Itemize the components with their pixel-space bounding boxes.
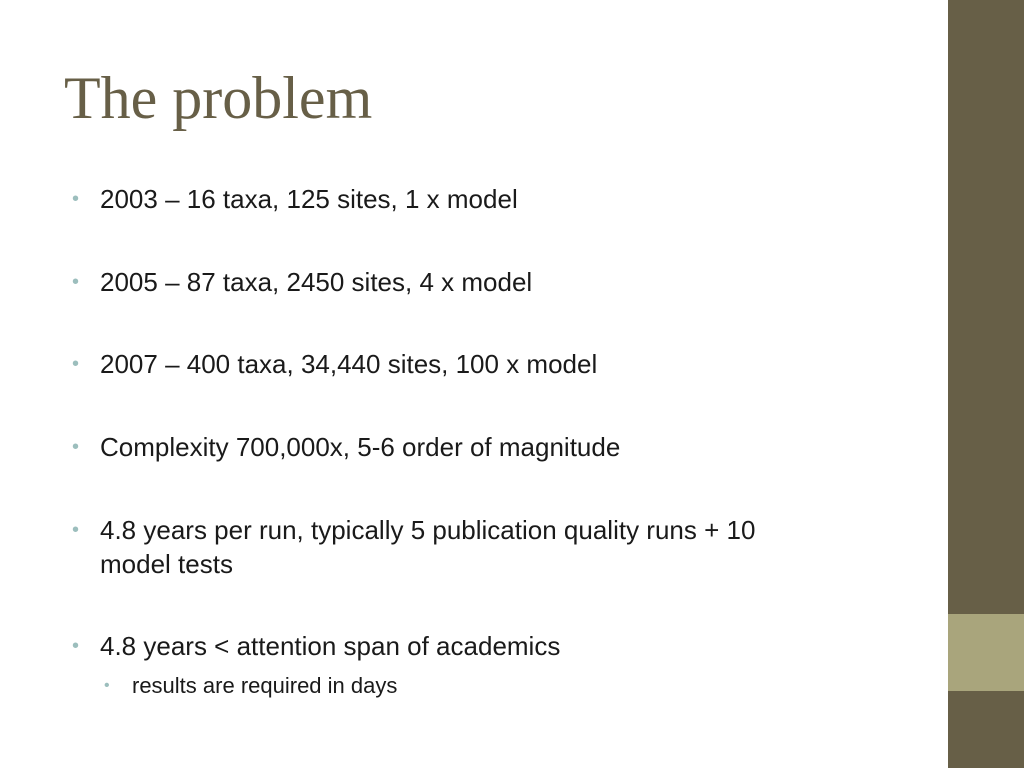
bullet-item xyxy=(72,182,832,216)
bullet-text: 2005 – 87 taxa, 2450 sites, 4 x model xyxy=(100,267,533,297)
bullet-item xyxy=(72,347,832,381)
bullet-text: 4.8 years < attention span of academics xyxy=(100,631,561,661)
sidebar-accent-decoration xyxy=(948,614,1024,691)
bullet-dot-icon: • xyxy=(72,436,80,458)
bullet-text: Complexity 700,000x, 5-6 order of magnitude xyxy=(100,432,621,462)
bullet-item xyxy=(72,265,832,299)
bullet-dot-icon: • xyxy=(72,519,80,541)
sub-bullet-item xyxy=(104,671,804,701)
bullet-item xyxy=(72,513,832,581)
sub-bullet-text: results are required in days xyxy=(132,673,398,698)
bullet-dot-icon: • xyxy=(72,635,80,657)
bullet-dot-icon: • xyxy=(72,271,80,293)
bullet-text: 2003 – 16 taxa, 125 sites, 1 x model xyxy=(100,184,518,214)
bullet-text: 4.8 years per run, typically 5 publication quality runs + 10 model tests xyxy=(100,515,756,579)
bullet-dot-icon: • xyxy=(72,353,80,375)
sub-bullet-dot-icon: • xyxy=(104,677,110,694)
bullet-item xyxy=(72,430,832,464)
bullet-text: 2007 – 400 taxa, 34,440 sites, 100 x model xyxy=(100,349,598,379)
bullet-item xyxy=(72,629,832,663)
slide-title: The problem xyxy=(64,65,373,131)
bullet-dot-icon: • xyxy=(72,188,80,210)
